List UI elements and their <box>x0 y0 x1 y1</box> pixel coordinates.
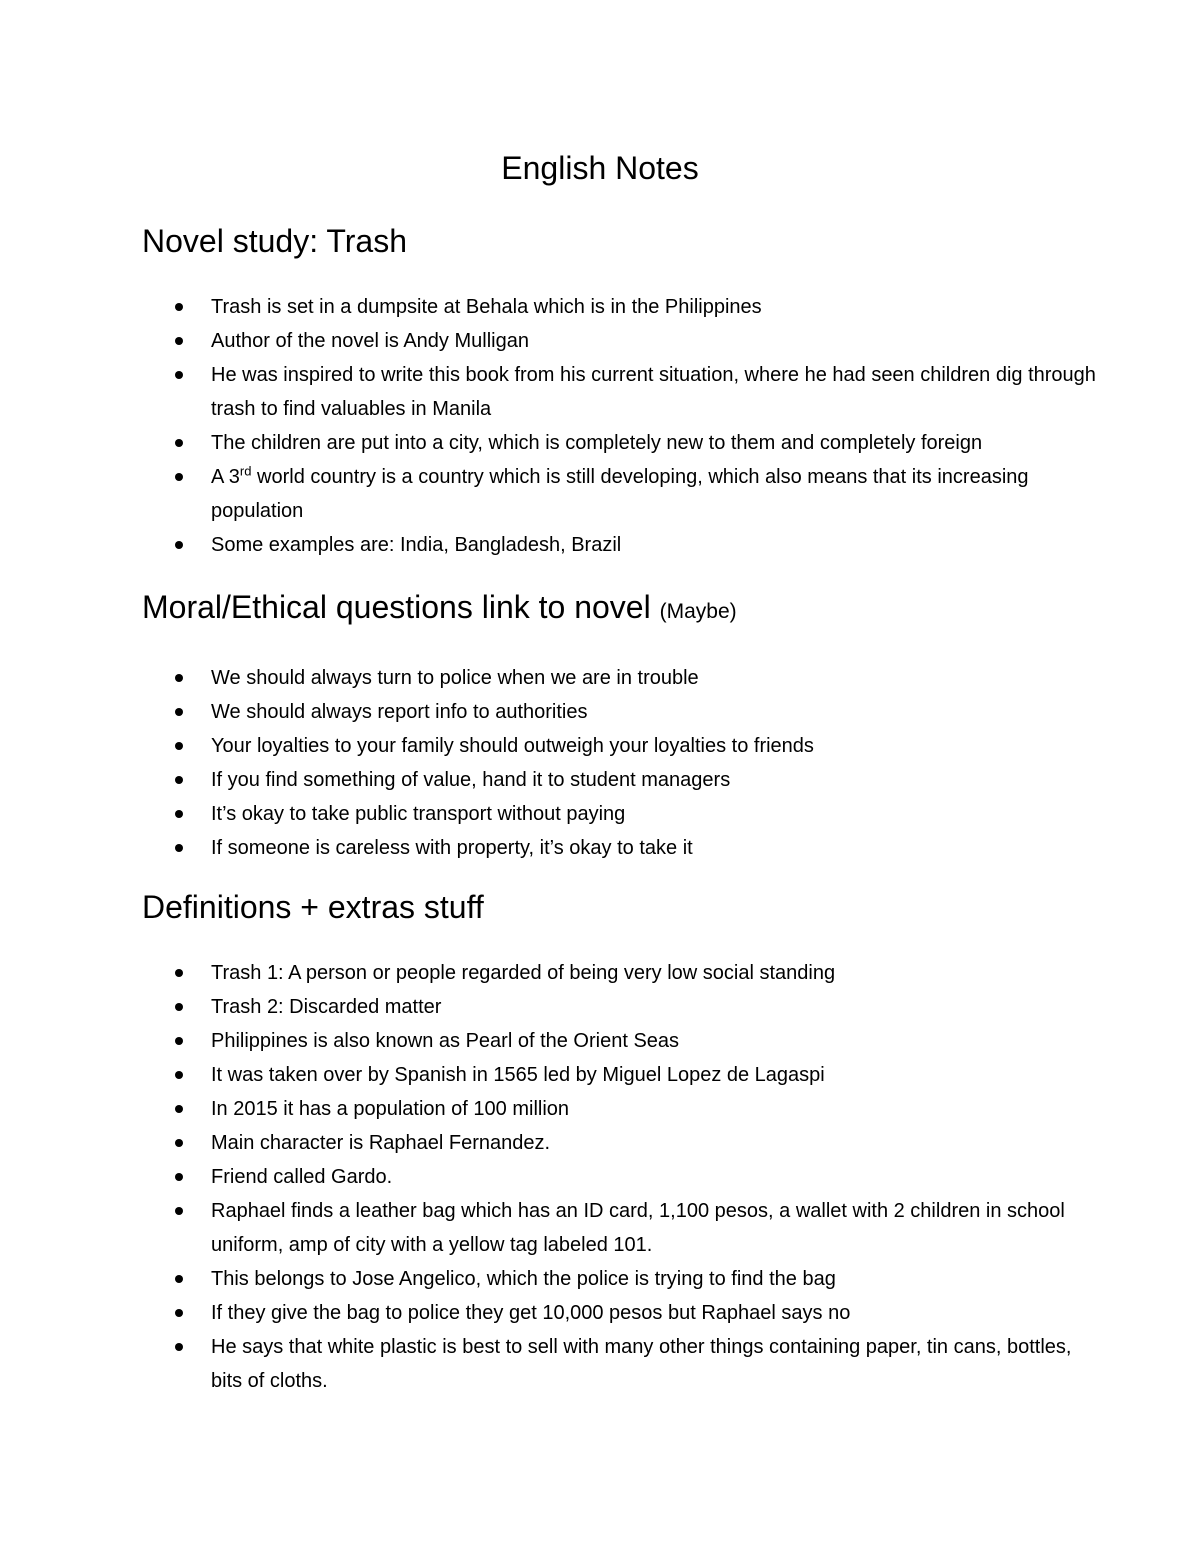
list-item <box>142 1058 1102 1092</box>
list-item <box>142 1092 1102 1126</box>
section-heading-text: Moral/Ethical questions link to novel <box>142 589 651 625</box>
bullet-icon <box>175 1105 183 1113</box>
bullet-icon <box>175 1207 183 1215</box>
list-item <box>142 324 1102 358</box>
list-item-text: Author of the novel is Andy Mulligan <box>211 330 529 352</box>
bullet-icon <box>175 303 183 311</box>
list-item <box>142 1330 1102 1398</box>
section-moral-questions <box>142 587 1102 865</box>
bullet-list-definitions <box>142 956 1102 1398</box>
list-item-text: This belongs to Jose Angelico, which the police is trying to find the bag <box>211 1268 836 1290</box>
bullet-icon <box>175 810 183 818</box>
list-item <box>142 290 1102 324</box>
list-item-text: Friend called Gardo. <box>211 1166 393 1188</box>
list-item <box>142 1024 1102 1058</box>
section-definitions <box>142 887 1102 1398</box>
list-item <box>142 1296 1102 1330</box>
list-item <box>142 426 1102 460</box>
document-title: English Notes <box>501 150 699 186</box>
list-item <box>142 797 1102 831</box>
list-item <box>142 695 1102 729</box>
list-item-text-pre: A 3 <box>211 466 240 488</box>
list-item-text: Trash 2: Discarded matter <box>211 996 442 1018</box>
list-item-text: Philippines is also known as Pearl of the Orient Seas <box>211 1030 680 1052</box>
bullet-icon <box>175 674 183 682</box>
list-item <box>142 763 1102 797</box>
list-item <box>142 956 1102 990</box>
list-item-text: We should always report info to authorities <box>211 701 588 723</box>
section-heading-moral-questions <box>142 587 1102 632</box>
section-heading-novel-study: Novel study: Trash <box>142 223 407 259</box>
bullet-icon <box>175 844 183 852</box>
bullet-icon <box>175 1037 183 1045</box>
bullet-icon <box>175 1309 183 1317</box>
list-item-text-post: world country is a country which is still developing, which also means that its increasing population <box>211 466 1029 522</box>
bullet-icon <box>175 969 183 977</box>
list-item-text: Raphael finds a leather bag which has an ID card, 1,100 pesos, a wallet with 2 children in school uniform, amp of city with a yellow tag labeled 101. <box>211 1200 1065 1256</box>
ordinal-superscript: rd <box>239 463 252 479</box>
list-item <box>142 1262 1102 1296</box>
bullet-icon <box>175 1275 183 1283</box>
bullet-icon <box>175 742 183 750</box>
bullet-icon <box>175 1343 183 1351</box>
list-item <box>142 831 1102 865</box>
list-item <box>142 528 1102 562</box>
list-item-text: Some examples are: India, Bangladesh, Brazil <box>211 534 622 556</box>
list-item <box>142 1126 1102 1160</box>
bullet-icon <box>175 1173 183 1181</box>
list-item-text: Trash is set in a dumpsite at Behala which is in the Philippines <box>211 296 762 318</box>
list-item <box>142 661 1102 695</box>
list-item-text: It was taken over by Spanish in 1565 led by Miguel Lopez de Lagaspi <box>211 1064 825 1086</box>
list-item <box>142 460 1102 528</box>
bullet-icon <box>175 473 183 481</box>
list-item-text: Trash 1: A person or people regarded of being very low social standing <box>211 962 836 984</box>
bullet-list-moral-questions <box>142 661 1102 865</box>
list-item-text: The children are put into a city, which is completely new to them and completely foreign <box>211 432 983 454</box>
list-item <box>142 729 1102 763</box>
list-item-text: It’s okay to take public transport without paying <box>211 803 626 825</box>
list-item-text: In 2015 it has a population of 100 million <box>211 1098 570 1120</box>
list-item-text: He says that white plastic is best to sell with many other things containing paper, tin cans, bottles, bits of cloths. <box>211 1336 1072 1392</box>
list-item-text: If you find something of value, hand it to student managers <box>211 769 731 791</box>
list-item-text: Your loyalties to your family should outweigh your loyalties to friends <box>211 735 814 757</box>
bullet-icon <box>175 1071 183 1079</box>
list-item-text: If they give the bag to police they get 10,000 pesos but Raphael says no <box>211 1302 851 1324</box>
list-item <box>142 990 1102 1024</box>
bullet-icon <box>175 337 183 345</box>
bullet-icon <box>175 708 183 716</box>
list-item-text: Main character is Raphael Fernandez. <box>211 1132 551 1154</box>
bullet-icon <box>175 776 183 784</box>
list-item <box>142 358 1102 426</box>
bullet-list-novel-study <box>142 290 1102 562</box>
list-item <box>142 1160 1102 1194</box>
bullet-icon <box>175 371 183 379</box>
section-heading-aside: (Maybe) <box>659 600 737 623</box>
bullet-icon <box>175 439 183 447</box>
section-heading-definitions: Definitions + extras stuff <box>142 889 484 925</box>
bullet-icon <box>175 541 183 549</box>
bullet-icon <box>175 1139 183 1147</box>
list-item-text: We should always turn to police when we are in trouble <box>211 667 699 689</box>
section-novel-study <box>142 221 1102 562</box>
bullet-icon <box>175 1003 183 1011</box>
list-item-text: He was inspired to write this book from his current situation, where he had seen children dig through trash to find valuables in Manila <box>211 364 1096 420</box>
list-item <box>142 1194 1102 1262</box>
list-item-text: If someone is careless with property, it’s okay to take it <box>211 837 693 859</box>
